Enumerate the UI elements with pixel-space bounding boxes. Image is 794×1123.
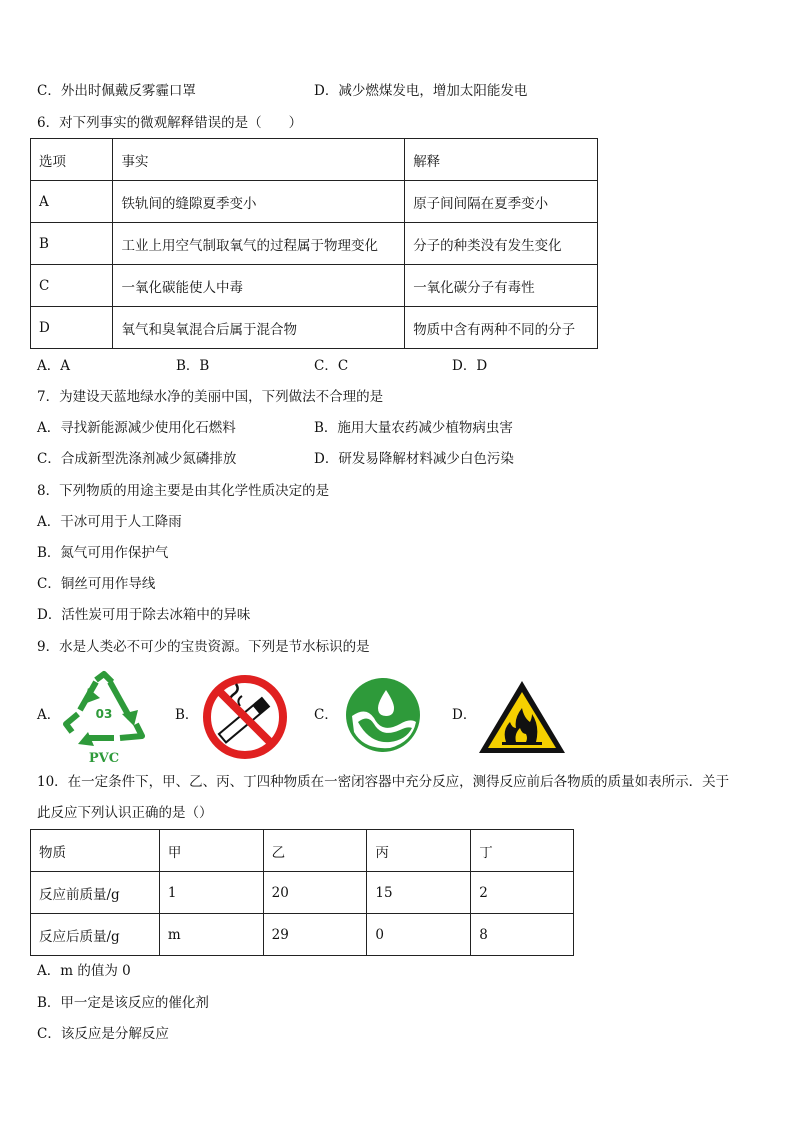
q7-option-d: D．研发易降解材料减少白色污染 [314,451,514,467]
q10-stem-line1: 10．在一定条件下，甲、乙、丙、丁四种物质在一密闭容器中充分反应，测得反应前后各物质的质量如表所示．关于 [37,774,730,790]
q7-option-a: A．寻找新能源减少使用化石燃料 [37,420,236,436]
q7-stem: 7．为建设天蓝地绿水净的美丽中国，下列做法不合理的是 [37,389,384,405]
q10-cell: 8 [471,914,574,956]
q10-header-cell: 丁 [471,830,574,872]
q10-option-b: B．甲一定是该反应的催化剂 [37,995,209,1011]
q10-cell: 2 [471,872,574,914]
q6-cell: A [31,181,113,223]
q10-header-cell: 甲 [159,830,263,872]
q8-stem: 8．下列物质的用途主要是由其化学性质决定的是 [37,483,330,499]
q10-cell: 29 [263,914,367,956]
q7-option-c: C．合成新型洗涤剂减少氮磷排放 [37,451,237,467]
q6-cell: 氧气和臭氧混合后属于混合物 [113,307,405,349]
q6-table [30,138,598,349]
q9-stem: 9．水是人类必不可少的宝贵资源。下列是节水标识的是 [37,639,370,655]
q10-cell: 反应后质量/g [31,914,160,956]
no-smoking-icon [202,674,288,760]
q10-cell: 20 [263,872,367,914]
q5-option-c: C．外出时佩戴反雾霾口罩 [37,83,196,99]
svg-text:PVC: PVC [88,751,120,766]
q10-header-cell: 物质 [31,830,160,872]
q9-label-a: A． [37,707,61,723]
q10-header-cell: 丙 [367,830,471,872]
flammable-warning-icon [476,678,568,756]
q10-cell: m [159,914,263,956]
table-row [31,223,598,265]
q6-cell: 一氧化碳能使人中毒 [113,265,405,307]
q6-cell: 分子的种类没有发生变化 [405,223,598,265]
q8-option-c: C．铜丝可用作导线 [37,576,156,592]
q6-option-c: C．C [314,358,349,374]
q7-option-b: B．施用大量农药减少植物病虫害 [314,420,513,436]
table-row [31,307,598,349]
q10-stem-line2: 此反应下列认识正确的是（） [37,805,213,821]
q6-cell: 原子间间隔在夏季变小 [405,181,598,223]
q6-cell: C [31,265,113,307]
q6-header-cell: 选项 [31,139,113,181]
q8-option-a: A．干冰可用于人工降雨 [37,514,182,530]
q10-header-cell: 乙 [263,830,367,872]
recycle-pvc-icon [58,670,150,766]
q6-header-cell: 事实 [113,139,405,181]
q8-option-b: B．氮气可用作保护气 [37,545,169,561]
q10-cell: 15 [367,872,471,914]
q6-cell: 铁轨间的缝隙夏季变小 [113,181,405,223]
q6-stem: 6．对下列事实的微观解释错误的是（ ） [37,115,303,131]
table-row [31,914,574,956]
q10-option-a: A．m 的值为 0 [37,963,131,979]
q9-label-b: B． [175,707,199,723]
q6-cell: B [31,223,113,265]
q10-option-c: C．该反应是分解反应 [37,1026,169,1042]
q6-option-b: B．B [176,358,210,374]
q6-header-cell: 解释 [405,139,598,181]
q9-label-c: C． [314,707,338,723]
q6-cell: D [31,307,113,349]
table-row [31,265,598,307]
q10-cell: 0 [367,914,471,956]
q9-label-d: D． [452,707,477,723]
table-row [31,181,598,223]
q6-option-d: D．D [452,358,488,374]
table-row [31,872,574,914]
q6-cell: 一氧化碳分子有毒性 [405,265,598,307]
q6-cell: 工业上用空气制取氧气的过程属于物理变化 [113,223,405,265]
q10-cell: 反应前质量/g [31,872,160,914]
q6-header-row [31,139,598,181]
q5-option-d: D．减少燃煤发电，增加太阳能发电 [314,83,528,99]
q6-cell: 物质中含有两种不同的分子 [405,307,598,349]
q10-table [30,829,574,956]
svg-text:03: 03 [95,707,113,721]
q10-header-row [31,830,574,872]
water-saving-icon [344,676,422,754]
q10-cell: 1 [159,872,263,914]
q8-option-d: D．活性炭可用于除去冰箱中的异味 [37,607,251,623]
q6-option-a: A．A [37,358,70,374]
